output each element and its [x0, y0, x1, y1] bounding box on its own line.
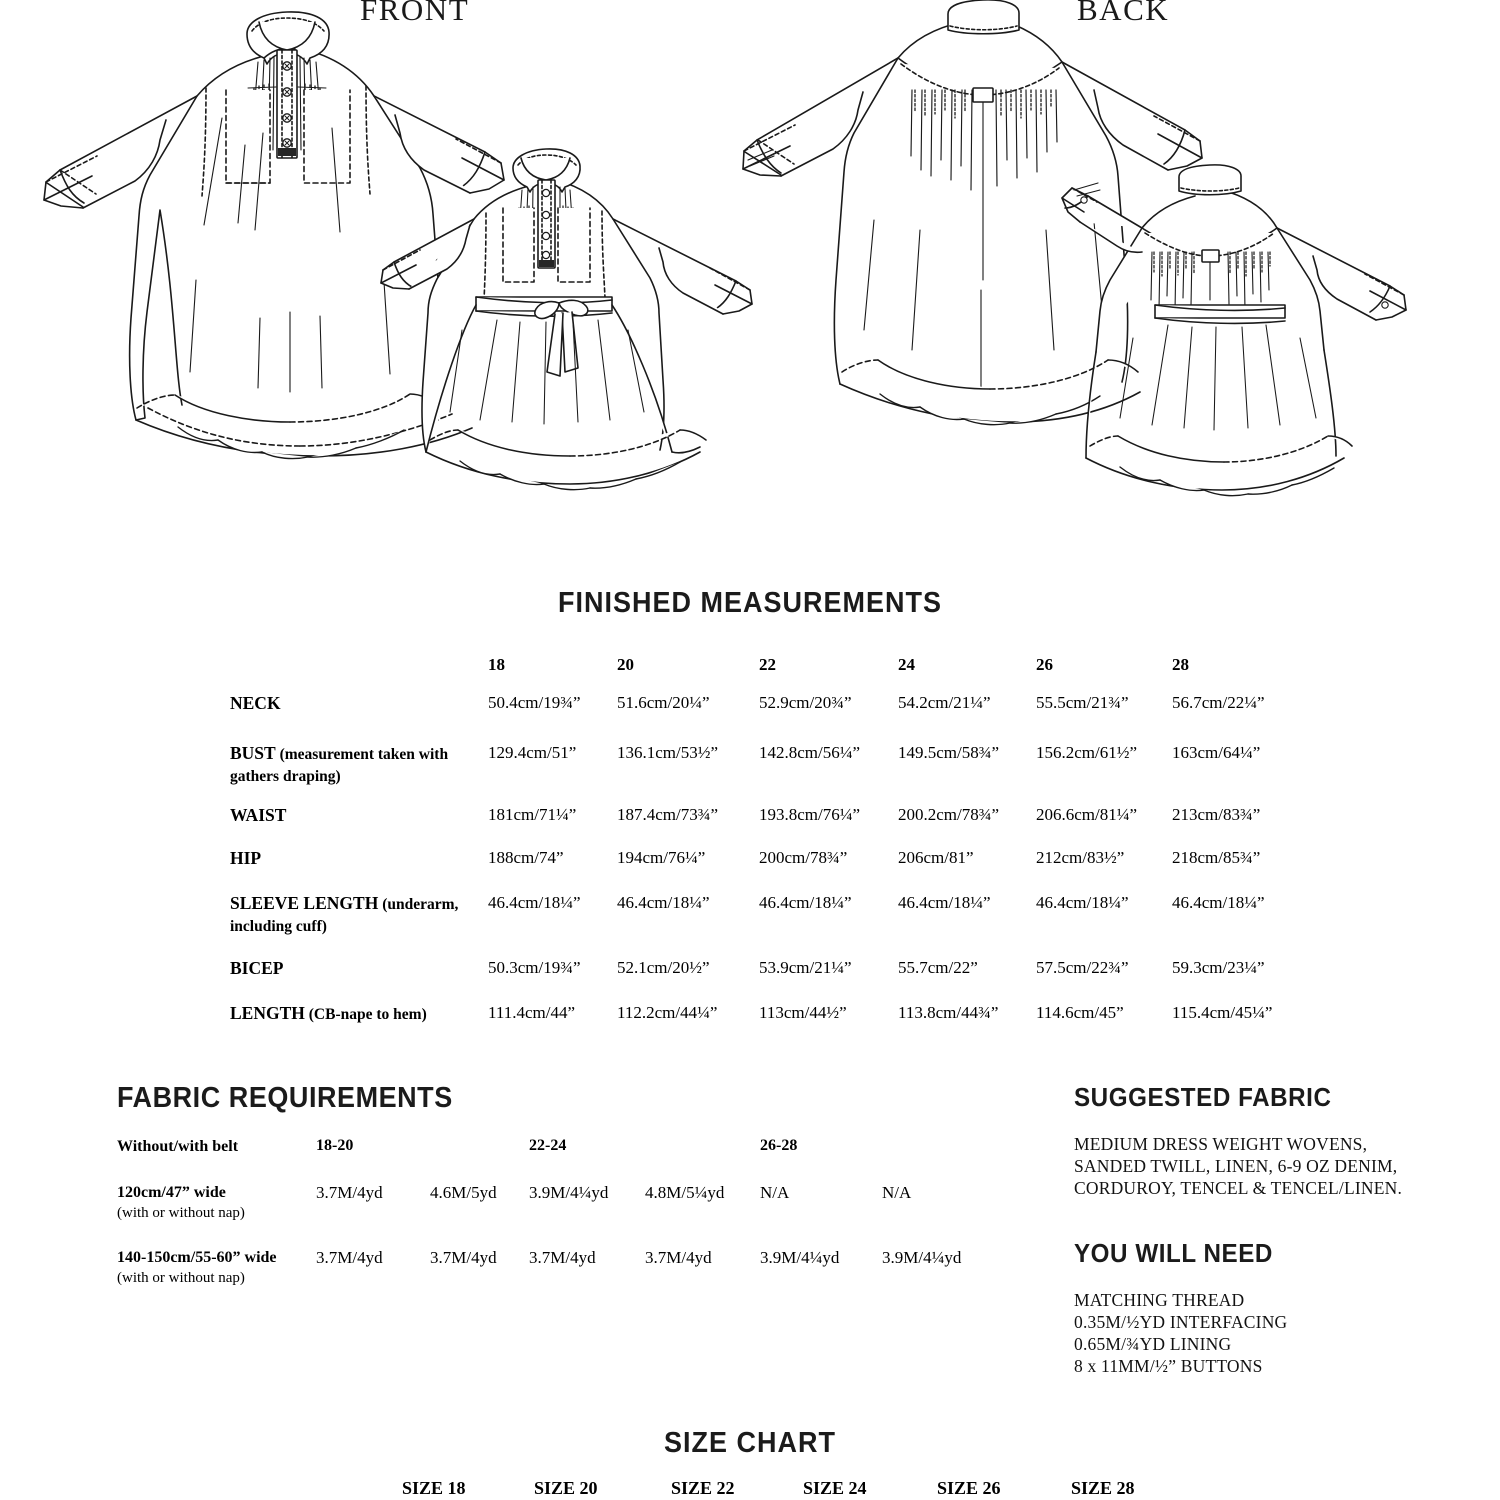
measurement-cell: 51.6cm/20¼” — [617, 693, 710, 712]
measurement-cell: 46.4cm/18¼” — [617, 893, 710, 912]
measurement-cell: 53.9cm/21¼” — [759, 958, 852, 977]
measurement-size-header: 18 — [488, 655, 505, 674]
fabric-cell: N/A — [882, 1183, 912, 1202]
list-item: 8 x 11MM/½” BUTTONS — [1074, 1356, 1263, 1376]
measurement-cell: 46.4cm/18¼” — [1172, 893, 1265, 912]
size-chart-column-header: SIZE 22 — [671, 1478, 735, 1498]
measurement-label: LENGTH (CB-nape to hem) — [230, 1003, 427, 1023]
measurement-cell: 46.4cm/18¼” — [1036, 893, 1129, 912]
back-view-label: BACK — [1077, 0, 1170, 27]
measurement-cell: 46.4cm/18¼” — [759, 893, 852, 912]
measurement-cell: 114.6cm/45” — [1036, 1003, 1124, 1022]
measurement-cell: 206cm/81” — [898, 848, 974, 867]
measurement-cell: 187.4cm/73¾” — [617, 805, 719, 824]
back-view-long — [743, 0, 1202, 425]
measurement-cell: 218cm/85¾” — [1172, 848, 1261, 867]
measurement-cell: 46.4cm/18¼” — [898, 893, 991, 912]
measurement-label: SLEEVE LENGTH (underarm, including cuff) — [230, 893, 459, 935]
measurement-cell: 57.5cm/22¾” — [1036, 958, 1129, 977]
size-chart-column-header: SIZE 28 — [1071, 1478, 1135, 1498]
measurement-cell: 156.2cm/61½” — [1036, 743, 1138, 762]
measurement-label: BICEP — [230, 958, 284, 978]
measurement-cell: 52.1cm/20½” — [617, 958, 710, 977]
technical-drawings — [0, 0, 1500, 575]
measurement-size-header: 26 — [1036, 655, 1053, 674]
measurement-cell: 163cm/64¼” — [1172, 743, 1261, 762]
measurement-cell: 188cm/74” — [488, 848, 564, 867]
measurement-cell: 213cm/83¾” — [1172, 805, 1261, 824]
measurement-cell: 52.9cm/20¾” — [759, 693, 852, 712]
measurement-cell: 113cm/44½” — [759, 1003, 847, 1022]
fabric-cell: 3.7M/4yd — [316, 1248, 383, 1267]
measurement-cell: 50.3cm/19¾” — [488, 958, 581, 977]
measurement-cell: 193.8cm/76¼” — [759, 805, 861, 824]
measurement-cell: 142.8cm/56¼” — [759, 743, 861, 762]
list-item: 0.35M/½YD INTERFACING — [1074, 1312, 1288, 1332]
size-chart-column-header: SIZE 20 — [534, 1478, 598, 1498]
list-item: 0.65M/¾YD LINING — [1074, 1334, 1232, 1354]
size-chart-column-header: SIZE 24 — [803, 1478, 867, 1498]
measurement-label: BUST (measurement taken with gathers draping) — [230, 743, 449, 785]
fabric-size-group-header: 26-28 — [760, 1137, 798, 1154]
measurement-cell: 136.1cm/53½” — [617, 743, 719, 762]
measurement-cell: 200.2cm/78¾” — [898, 805, 1000, 824]
measurement-cell: 181cm/71¼” — [488, 805, 577, 824]
measurement-cell: 149.5cm/58¾” — [898, 743, 1000, 762]
measurement-cell: 113.8cm/44¾” — [898, 1003, 999, 1022]
measurement-cell: 129.4cm/51” — [488, 743, 577, 762]
measurement-label: NECK — [230, 693, 281, 713]
fabric-cell: 3.9M/4¼yd — [529, 1183, 609, 1202]
measurement-cell: 55.5cm/21¾” — [1036, 693, 1129, 712]
list-item: MATCHING THREAD — [1074, 1290, 1245, 1310]
measurement-cell: 115.4cm/45¼” — [1172, 1003, 1273, 1022]
measurement-cell: 212cm/83½” — [1036, 848, 1125, 867]
fabric-cell: 3.7M/4yd — [529, 1248, 596, 1267]
size-chart-column-header: SIZE 26 — [937, 1478, 1001, 1498]
measurement-label: WAIST — [230, 805, 287, 825]
measurement-cell: 200cm/78¾” — [759, 848, 848, 867]
fabric-belt-header: Without/with belt — [117, 1138, 239, 1155]
measurement-size-header: 22 — [759, 655, 776, 674]
fabric-width-label: 140-150cm/55-60” wide (with or without nap) — [117, 1249, 277, 1286]
size-chart-heading: SIZE CHART — [663, 1427, 837, 1459]
fabric-cell: 3.7M/4yd — [430, 1248, 497, 1267]
measurement-cell: 111.4cm/44” — [488, 1003, 576, 1022]
measurement-cell: 54.2cm/21¼” — [898, 693, 991, 712]
fabric-cell: 4.6M/5yd — [430, 1183, 497, 1202]
finished-measurements-heading: FINISHED MEASUREMENTS — [557, 587, 943, 619]
you-will-need-list — [1074, 1289, 1404, 1377]
fabric-cell: 3.9M/4¼yd — [760, 1248, 840, 1267]
measurement-cell: 55.7cm/22” — [898, 958, 978, 977]
fabric-cell: 3.7M/4yd — [645, 1248, 712, 1267]
fabric-requirements-heading: FABRIC REQUIREMENTS — [117, 1082, 453, 1114]
measurement-cell: 194cm/76¼” — [617, 848, 706, 867]
suggested-fabric-text: MEDIUM DRESS WEIGHT WOVENS, SANDED TWILL, LINEN, 6-9 OZ DENIM, CORDUROY, TENCEL & TENCEL/LINEN. — [1074, 1134, 1403, 1198]
measurement-cell: 50.4cm/19¾” — [488, 693, 581, 712]
measurement-size-header: 20 — [617, 655, 634, 674]
front-view-label: FRONT — [360, 0, 470, 27]
fabric-cell: 3.9M/4¼yd — [882, 1248, 962, 1267]
measurement-cell: 46.4cm/18¼” — [488, 893, 581, 912]
fabric-cell: 3.7M/4yd — [316, 1183, 383, 1202]
measurement-size-header: 28 — [1172, 655, 1189, 674]
you-will-need-heading: YOU WILL NEED — [1074, 1238, 1273, 1268]
measurement-cell: 112.2cm/44¼” — [617, 1003, 718, 1022]
size-chart-column-header: SIZE 18 — [402, 1478, 466, 1498]
fabric-size-group-header: 18-20 — [316, 1137, 354, 1154]
fabric-cell: 4.8M/5¼yd — [645, 1183, 725, 1202]
measurement-cell: 56.7cm/22¼” — [1172, 693, 1265, 712]
fabric-size-group-header: 22-24 — [529, 1137, 567, 1154]
measurement-cell: 206.6cm/81¼” — [1036, 805, 1138, 824]
suggested-fabric-heading: SUGGESTED FABRIC — [1074, 1082, 1332, 1112]
measurement-label: HIP — [230, 848, 262, 868]
measurement-cell: 59.3cm/23¼” — [1172, 958, 1265, 977]
fabric-width-label: 120cm/47” wide (with or without nap) — [117, 1184, 245, 1221]
fabric-cell: N/A — [760, 1183, 790, 1202]
measurement-size-header: 24 — [898, 655, 915, 674]
